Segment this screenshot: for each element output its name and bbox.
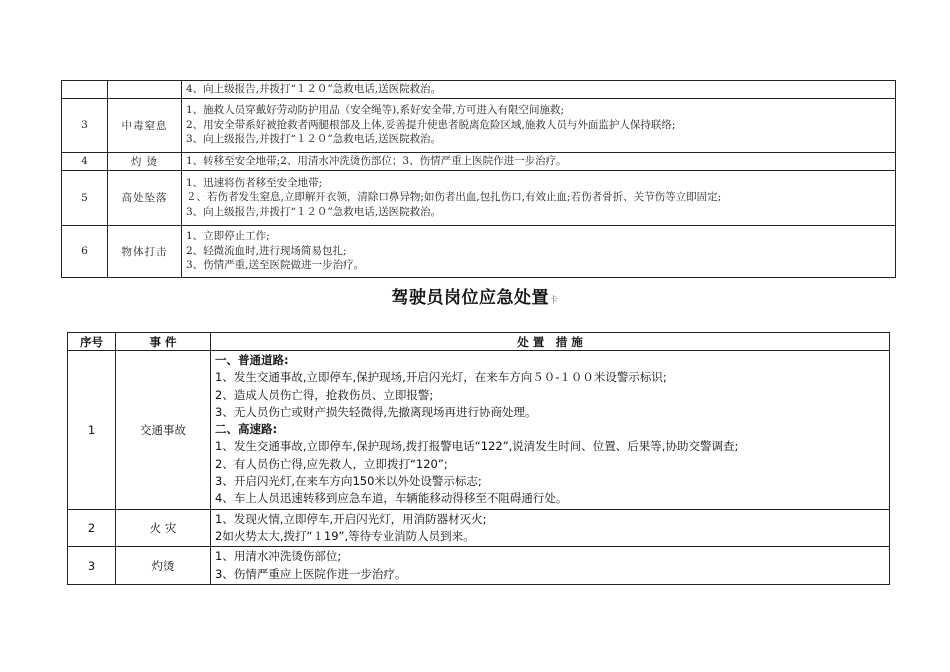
row-event: 交通事故 — [116, 351, 211, 510]
measure-line: 1、转移至安全地带;2、用清水冲洗烫伤部位；3、伤情严重上医院作进一步治疗。 — [186, 154, 567, 167]
row-event: 火 灾 — [116, 509, 211, 547]
row-measures — [182, 98, 896, 152]
table-row — [62, 152, 896, 170]
header-number: 序号 — [68, 333, 116, 351]
row-number: 2 — [68, 509, 116, 547]
section-heading: 二、高速路: — [215, 422, 278, 437]
measure-line: 2、轻微流血时,进行现场简易包扎; — [186, 244, 347, 257]
row-measures — [182, 81, 896, 99]
table-header-row — [68, 333, 890, 351]
row-event: 高处坠落 — [108, 170, 182, 225]
row-event: 物体打击 — [108, 225, 182, 277]
measure-line: 1、立即停止工作; — [186, 230, 270, 243]
header-measures: 处 置 措 施 — [211, 333, 890, 351]
header-event: 事 件 — [116, 333, 211, 351]
measure-line: 3、无人员伤亡或财产损失轻微得,先撤离现场再进行协商处理。 — [215, 404, 537, 419]
measure-line: 2、有人员伤亡得,应先救人，立即拨打“120”; — [215, 456, 448, 471]
row-event: 灼烫 — [116, 547, 211, 585]
title-main: 驾驶员岗位应急处置 — [391, 288, 549, 308]
measure-line: 1、发现火情,立即停车,开启闪光灯，用消防器材灭火; — [215, 511, 487, 526]
measure-line: 4、车上人员迅速转移到应急车道，车辆能移动得移至不阻碍通行处。 — [215, 491, 568, 506]
measure-line: ２、若伤者发生窒息,立即解开衣领，清除口鼻异物;如伤者出血,包扎伤口,有效止血;若伤者骨折、关节伤等立即固定; — [186, 191, 722, 204]
table-row — [62, 170, 896, 225]
row-measures — [211, 547, 890, 585]
measure-line: 3、伤情严重,送至医院做进一步治疗。 — [186, 259, 365, 272]
title-suffix: 卡 — [548, 296, 559, 306]
row-number: 3 — [62, 98, 108, 152]
measure-line: 2、造成人员伤亡得，抢救伤员、立即报警; — [215, 387, 434, 402]
measure-line: 3、向上级报告,并拨打“１２０”急救电话,送医院救治。 — [186, 205, 442, 218]
row-measures — [182, 170, 896, 225]
measure-line: 3、向上级报告,并拨打“１２０”急救电话,送医院救治。 — [186, 133, 442, 146]
driver-emergency-table — [67, 332, 890, 585]
table-row — [68, 509, 890, 547]
measure-line: 1、用清水冲洗烫伤部位; — [215, 549, 342, 564]
row-number: 4 — [62, 152, 108, 170]
page-title — [0, 283, 950, 308]
row-event: 中毒窒息 — [108, 98, 182, 152]
table-row — [62, 98, 896, 152]
measure-line: 4、向上级报告,并拨打“１２０”急救电话,送医院救治。 — [186, 83, 442, 95]
table-row — [68, 351, 890, 510]
measure-line: 1、发生交通事故,立即停车,保护现场,开启闪光灯，在来车方向５０-１００米设警示标识; — [215, 370, 667, 385]
row-measures — [182, 152, 896, 170]
measure-line: 2如火势太大,拨打“１19”,等待专业消防人员到来。 — [215, 528, 475, 543]
measure-line: 1、迅速将伤者移至安全地带; — [186, 176, 323, 189]
table-row — [68, 547, 890, 585]
row-measures — [211, 509, 890, 547]
row-number — [62, 81, 108, 99]
row-number: 6 — [62, 225, 108, 277]
measure-line: 3、伤情严重应上医院作进一步治疗。 — [215, 566, 407, 581]
measure-line: 1、发生交通事故,立即停车,保护现场,拨打报警电话“122”,说清发生时间、位置、后果等,协助交警调查; — [215, 439, 739, 454]
emergency-table-continued — [61, 80, 896, 278]
row-number: 3 — [68, 547, 116, 585]
row-measures — [211, 351, 890, 510]
measure-line: 3、开启闪光灯,在来车方向150米以外处设警示标志; — [215, 474, 482, 489]
section-heading: 一、普通道路: — [215, 353, 289, 367]
row-measures — [182, 225, 896, 277]
row-event — [108, 81, 182, 99]
table-row — [62, 225, 896, 277]
row-event: 灼 烫 — [108, 152, 182, 170]
row-number: 5 — [62, 170, 108, 225]
table-row — [62, 81, 896, 99]
row-number: 1 — [68, 351, 116, 510]
measure-line: 2、用安全带系好被抢救者两腿根部及上体,妥善提升使患者脱离危险区域,施救人员与外面监护人保持联络; — [186, 118, 676, 131]
measure-line: 1、施救人员穿戴好劳动防护用品（安全绳等),系好安全带,方可进入有限空间施救; — [186, 104, 564, 117]
